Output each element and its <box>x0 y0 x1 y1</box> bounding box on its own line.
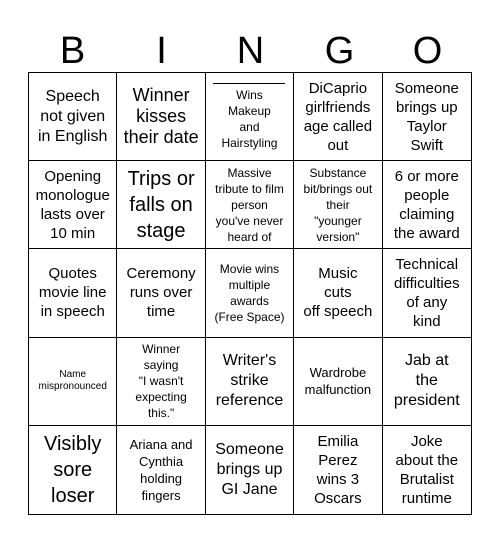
bingo-cell[interactable] <box>117 73 205 161</box>
cell-text: Winner kisses their date <box>123 85 199 148</box>
cell-text: 6 or more people claiming the award <box>393 167 460 242</box>
cell-content <box>394 255 460 331</box>
cell-content <box>304 79 372 155</box>
header-letter-g: G <box>324 30 355 72</box>
cell-text: Visibly sore loser <box>43 432 102 507</box>
header-letter-n: N <box>236 30 265 72</box>
bingo-cell[interactable] <box>383 73 471 161</box>
header-letter-i: I <box>156 30 167 72</box>
cell-text: Opening monologue lasts over 10 min <box>35 167 110 242</box>
bingo-cell[interactable] <box>206 161 294 249</box>
cell-content <box>36 167 110 243</box>
cell-content <box>215 165 284 245</box>
cell-content <box>39 264 107 321</box>
bingo-cell[interactable] <box>383 161 471 249</box>
bingo-cell[interactable] <box>29 73 117 161</box>
bingo-cell[interactable] <box>383 338 471 426</box>
blank-line <box>213 83 285 84</box>
bingo-cell[interactable] <box>117 249 205 337</box>
bingo-cell[interactable] <box>206 73 294 161</box>
cell-content <box>215 440 284 500</box>
header-letter-b: B <box>59 30 86 72</box>
cell-text: Jab at the president <box>393 352 460 410</box>
bingo-header <box>28 30 472 72</box>
cell-text: Joke about the Brutalist runtime <box>395 432 459 507</box>
bingo-cell[interactable] <box>29 338 117 426</box>
cell-text: DiCaprio girlfriends age called out <box>303 79 373 154</box>
cell-text: Wardrobe malfunction <box>304 365 372 398</box>
bingo-cell[interactable] <box>294 73 382 161</box>
cell-text: Technical difficulties of any kind <box>394 255 460 330</box>
bingo-cell[interactable] <box>294 426 382 514</box>
cell-content <box>394 351 460 411</box>
cell-content <box>135 341 186 421</box>
bingo-cell[interactable] <box>29 249 117 337</box>
bingo-cell[interactable] <box>117 338 205 426</box>
bingo-cell[interactable] <box>294 249 382 337</box>
cell-text: Someone brings up Taylor Swift <box>394 79 459 154</box>
cell-content <box>130 436 193 504</box>
cell-text: Massive tribute to film person you've never heard of <box>215 165 284 244</box>
cell-text: Music cuts off speech <box>303 265 373 321</box>
bingo-cell[interactable] <box>206 249 294 337</box>
bingo-cell[interactable] <box>117 426 205 514</box>
cell-content <box>128 166 195 244</box>
bingo-cell[interactable] <box>383 249 471 337</box>
cell-content <box>213 83 285 151</box>
cell-content <box>305 364 371 398</box>
bingo-grid <box>28 72 472 515</box>
cell-content <box>216 351 284 411</box>
cell-content <box>124 85 199 148</box>
cell-text: Ceremony runs over time <box>126 265 196 321</box>
cell-text: Winner saying "I wasn't expecting this." <box>135 342 187 421</box>
cell-text: Speech not given in English <box>38 87 108 145</box>
cell-content <box>314 432 362 508</box>
cell-text: Writer's strike reference <box>215 352 284 410</box>
cell-text: Quotes movie line in speech <box>38 265 107 321</box>
bingo-cell[interactable] <box>294 338 382 426</box>
cell-content <box>395 79 459 155</box>
cell-content <box>214 261 284 325</box>
header-letter-o: O <box>412 30 443 72</box>
bingo-cell[interactable] <box>29 161 117 249</box>
bingo-cell[interactable] <box>383 426 471 514</box>
bingo-cell[interactable] <box>206 426 294 514</box>
cell-content <box>126 264 195 321</box>
bingo-cell[interactable] <box>294 161 382 249</box>
bingo-cell[interactable] <box>117 161 205 249</box>
cell-text: Wins Makeup and Hairstyling <box>221 87 278 150</box>
bingo-cell[interactable] <box>29 426 117 514</box>
cell-content <box>39 369 107 393</box>
cell-text: Substance bit/brings out their "younger version" <box>303 165 373 244</box>
cell-content <box>38 87 107 147</box>
cell-text: Movie wins multiple awards (Free Space) <box>214 261 285 324</box>
cell-content <box>396 432 459 508</box>
cell-content <box>394 167 460 243</box>
bingo-cell[interactable] <box>206 338 294 426</box>
cell-content <box>44 431 101 509</box>
cell-text: Someone brings up GI Jane <box>215 440 284 498</box>
cell-text: Trips or falls on stage <box>127 167 195 242</box>
cell-content <box>304 165 373 245</box>
cell-content <box>303 264 372 321</box>
cell-text: Name mispronounced <box>38 369 107 393</box>
cell-text: Ariana and Cynthia holding fingers <box>129 436 193 503</box>
cell-text: Emilia Perez wins 3 Oscars <box>314 432 362 507</box>
